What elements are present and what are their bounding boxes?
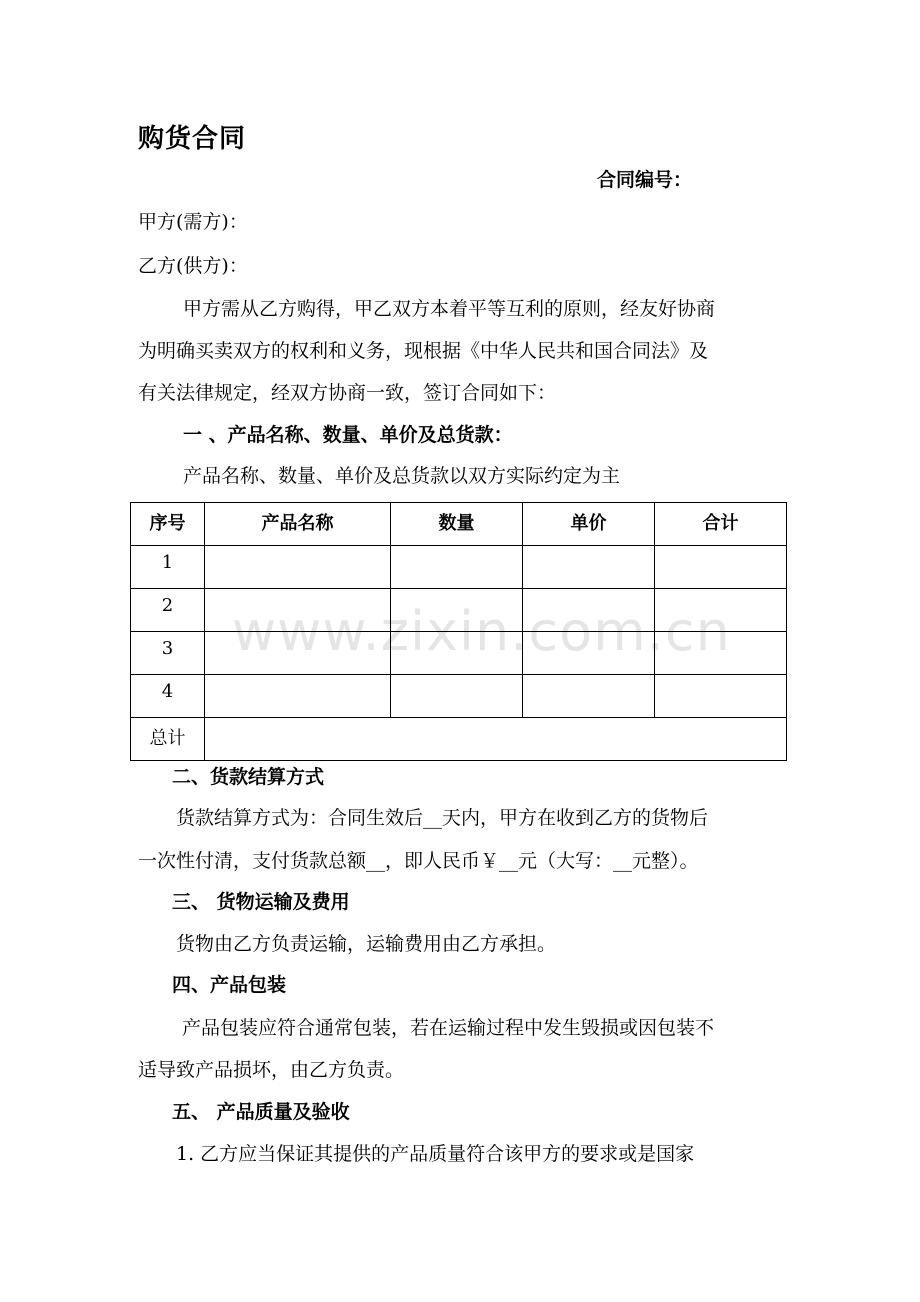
cell-quantity xyxy=(391,589,523,632)
cell-quantity xyxy=(391,632,523,675)
section2-heading: 二、货款结算方式 xyxy=(172,766,325,788)
table-row xyxy=(131,632,787,675)
cell-unit-price xyxy=(523,675,655,718)
cell-subtotal xyxy=(655,675,787,718)
intro-line-2: 为明确买卖双方的权利和义务，现根据《中华人民共和国合同法》及 xyxy=(138,340,709,362)
section1-text: 产品名称、数量、单价及总货款以双方实际约定为主 xyxy=(183,465,621,487)
cell-product-name xyxy=(205,546,391,589)
cell-unit-price xyxy=(523,632,655,675)
cell-quantity xyxy=(391,675,523,718)
table-total-row xyxy=(131,718,787,761)
row-index: 3 xyxy=(131,632,205,675)
row-index: 2 xyxy=(131,589,205,632)
section5-heading: 五、 产品质量及验收 xyxy=(172,1101,350,1123)
section1-heading: 一 、产品名称、数量、单价及总货款： xyxy=(183,424,513,446)
section2-line-2: 一次性付清，支付货款总额__，即人民币￥__元（大写：__元整）。 xyxy=(138,850,699,872)
intro-line-3: 有关法律规定，经双方协商一致，签订合同如下： xyxy=(138,382,557,404)
row-index: 1 xyxy=(131,546,205,589)
watermark: www.zixin.com.cn xyxy=(232,600,731,663)
cell-quantity xyxy=(391,546,523,589)
section4-line-1: 产品包装应符合通常包装，若在运输过程中发生毁损或因包装不 xyxy=(182,1017,715,1039)
header-quantity: 数量 xyxy=(391,503,523,546)
cell-subtotal xyxy=(655,632,787,675)
total-value-cell xyxy=(205,718,787,761)
table-row xyxy=(131,675,787,718)
party-a-line: 甲方(需方)： xyxy=(138,211,248,233)
section4-heading: 四、产品包装 xyxy=(172,974,287,996)
header-product-name: 产品名称 xyxy=(205,503,391,546)
header-subtotal: 合计 xyxy=(655,503,787,546)
table-header-row xyxy=(131,503,787,546)
section4-line-2: 适导致产品损坏，由乙方负责。 xyxy=(138,1059,405,1081)
table-row xyxy=(131,546,787,589)
contract-number-label: 合同编号： xyxy=(597,169,693,191)
cell-unit-price xyxy=(523,589,655,632)
cell-product-name xyxy=(205,675,391,718)
section3-text: 货物由乙方负责运输，运输费用由乙方承担。 xyxy=(176,933,557,955)
row-index: 4 xyxy=(131,675,205,718)
goods-table xyxy=(130,502,787,761)
party-b-line: 乙方(供方)： xyxy=(138,255,248,277)
header-index: 序号 xyxy=(131,503,205,546)
cell-subtotal xyxy=(655,589,787,632)
table-row xyxy=(131,589,787,632)
document-title: 购货合同 xyxy=(138,124,247,154)
cell-subtotal xyxy=(655,546,787,589)
section5-line-1: 1. 乙方应当保证其提供的产品质量符合该甲方的要求或是国家 xyxy=(176,1143,695,1165)
section2-line-1: 货款结算方式为：合同生效后__天内，甲方在收到乙方的货物后 xyxy=(176,807,709,829)
section3-heading: 三、 货物运输及费用 xyxy=(172,891,350,913)
total-label: 总计 xyxy=(131,718,205,761)
cell-product-name xyxy=(205,589,391,632)
header-unit-price: 单价 xyxy=(523,503,655,546)
cell-unit-price xyxy=(523,546,655,589)
cell-product-name xyxy=(205,632,391,675)
intro-line-1: 甲方需从乙方购得，甲乙双方本着平等互利的原则，经友好协商 xyxy=(183,298,716,320)
